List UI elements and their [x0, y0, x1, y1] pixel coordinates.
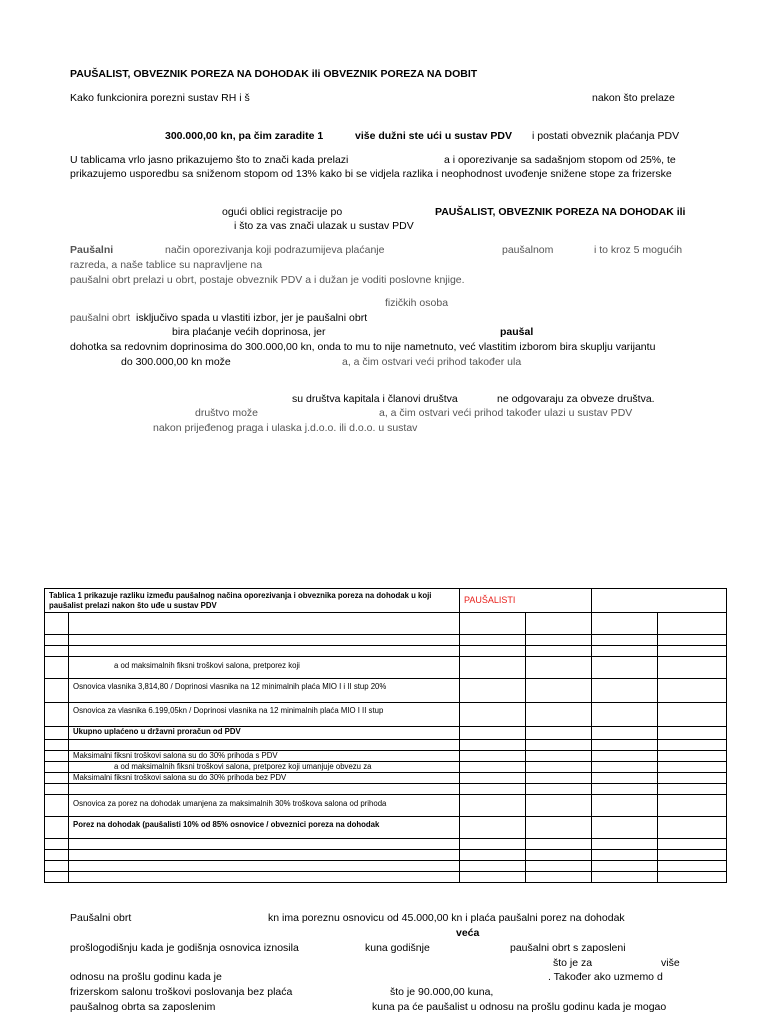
drustva-text: ne odgovaraju za obveze društva. [497, 393, 655, 405]
registration-text: i što za vas znači ulazak u sustav PDV [234, 220, 414, 232]
bottom-text: odnosu na prošlu godinu kada je [70, 971, 222, 983]
table-row: a od maksimalnih fiksni troškovi salona, pretporez koji umanjuje obvezu za [45, 762, 727, 773]
fizicke-text: bira plaćanje većih doprinosa, jer [172, 326, 326, 338]
intro-text: prikazujemo usporedbu sa sniženom stopom od 13% kako bi se vidjela razlika i neophodnost uvođenje snižene stope za frizerske [70, 168, 672, 180]
bottom-text: kn ima poreznu osnovicu od 45.000,00 kn i plaća paušalni porez na dohodak [268, 912, 625, 924]
bottom-text: više [661, 957, 680, 969]
intro-pdv-entry: više dužni ste ući u sustav PDV [355, 130, 512, 142]
table-row [45, 740, 727, 751]
fizicke-text: a, a čim ostvari veći prihod također ula [342, 356, 522, 368]
registration-text: ogući oblici registracije po [222, 206, 343, 218]
pausalni-text: način oporezivanja koji podrazumijeva plaćanje [165, 244, 385, 256]
table-row: Maksimalni fiksni troškovi salona su do 30% prihoda s PDV [45, 751, 727, 762]
table-caption: Tablica 1 prikazuje razliku između paušalnog načina oporezivanja i obveznika poreza na dohodak u koji paušalist prelazi nakon što uđe u sustav PDV [45, 589, 460, 613]
col-header-empty [592, 589, 727, 613]
table-row: a od maksimalnih fiksni troškovi salona, pretporez koji [45, 657, 727, 679]
fizicke-text: isključivo spada u vlastiti izbor, jer je paušalni obrt [136, 312, 368, 324]
fizicke-text: dohotka sa redovnim doprinosima do 300.000,00 kn, onda to mu to nije nametnuto, već vlastitim izborom bira skuplju varijantu [70, 341, 656, 353]
col-header-pausalisti: PAUŠALISTI [460, 589, 592, 613]
table-row: Maksimalni fiksni troškovi salona su do 30% prihoda bez PDV [45, 773, 727, 784]
table-row [45, 784, 727, 795]
registration-heading: PAUŠALIST, OBVEZNIK POREZA NA DOHODAK ili [435, 206, 686, 218]
intro-text: i postati obveznik plaćanja PDV [532, 130, 680, 142]
table-row [45, 613, 727, 635]
intro-text: a i oporezivanje sa sadašnjom stopom od 25%, te [444, 154, 676, 166]
drustva-text: nakon prijeđenog praga i ulaska j.d.o.o. ili d.o.o. u sustav [153, 422, 418, 434]
bottom-text: Paušalni obrt [70, 912, 132, 924]
bottom-text: što je 90.000,00 kuna, [390, 986, 494, 998]
fizicke-text: paušal [500, 326, 534, 338]
pausalni-text: i to kroz 5 mogućih [594, 244, 683, 256]
pausalni-text: razreda, a naše tablice su napravljene na [70, 259, 263, 271]
table-row [45, 861, 727, 872]
bottom-text: prošlogodišnju kada je godišnja osnovica iznosila [70, 942, 299, 954]
pausalni-label: Paušalni [70, 244, 114, 256]
drustva-text: društvo može [195, 407, 259, 419]
fizicke-text: paušalni obrt [70, 312, 131, 324]
pausalni-text: paušalnom [502, 244, 554, 256]
table-row [45, 635, 727, 646]
table-row [45, 850, 727, 861]
table-row: Porez na dohodak (paušalisti 10% od 85% osnovice / obveznici poreza na dohodak [45, 817, 727, 839]
table-row: Osnovica vlasnika 3,814,80 / Doprinosi vlasnika na 12 minimalnih plaća MIO I i II stup 20% [45, 679, 727, 703]
comparison-table [44, 588, 727, 883]
drustva-text: a, a čim ostvari veći prihod također ulazi u sustav PDV [379, 407, 633, 419]
fizicke-text: fizičkih osoba [385, 297, 449, 309]
bottom-text: paušalnog obrta sa zaposlenim [70, 1001, 216, 1013]
pausalni-text: paušalni obrt prelazi u obrt, postaje obveznik PDV a i dužan je voditi poslovne knjige. [70, 274, 465, 286]
table-row [45, 872, 727, 883]
intro-threshold: 300.000,00 kn, pa čim zaradite 1 [165, 130, 324, 142]
bottom-text: veća [456, 927, 480, 939]
bottom-text: frizerskom salonu troškovi poslovanja bez plaća [70, 986, 293, 998]
bottom-text: . Također ako uzmemo d [548, 971, 663, 983]
bottom-text: što je za [553, 957, 593, 969]
intro-text: nakon što prelaze [592, 92, 675, 104]
bottom-text: kuna godišnje [365, 942, 430, 954]
table-row: Osnovica za porez na dohodak umanjena za maksimalnih 30% troškova salona od prihoda [45, 795, 727, 817]
table-header-row [45, 589, 727, 613]
intro-text: U tablicama vrlo jasno prikazujemo što to znači kada prelazi [70, 154, 349, 166]
bottom-text: kuna pa će paušalist u odnosu na prošlu godinu kada je mogao [372, 1001, 667, 1013]
bottom-text: paušalni obrt s zaposleni [510, 942, 626, 954]
table-row: Osnovica za vlasnika 6.199,05kn / Doprinosi vlasnika na 12 minimalnih plaća MIO I II stup [45, 703, 727, 727]
table-row [45, 646, 727, 657]
table-row [45, 839, 727, 850]
page-title: PAUŠALIST, OBVEZNIK POREZA NA DOHODAK ili OBVEZNIK POREZA NA DOBIT [70, 68, 478, 80]
fizicke-text: do 300.000,00 kn može [121, 356, 231, 368]
drustva-text: su društva kapitala i članovi društva [292, 393, 458, 405]
intro-text: Kako funkcionira porezni sustav RH i š [70, 92, 250, 104]
table-row: Ukupno uplaćeno u državni proračun od PDV [45, 727, 727, 740]
